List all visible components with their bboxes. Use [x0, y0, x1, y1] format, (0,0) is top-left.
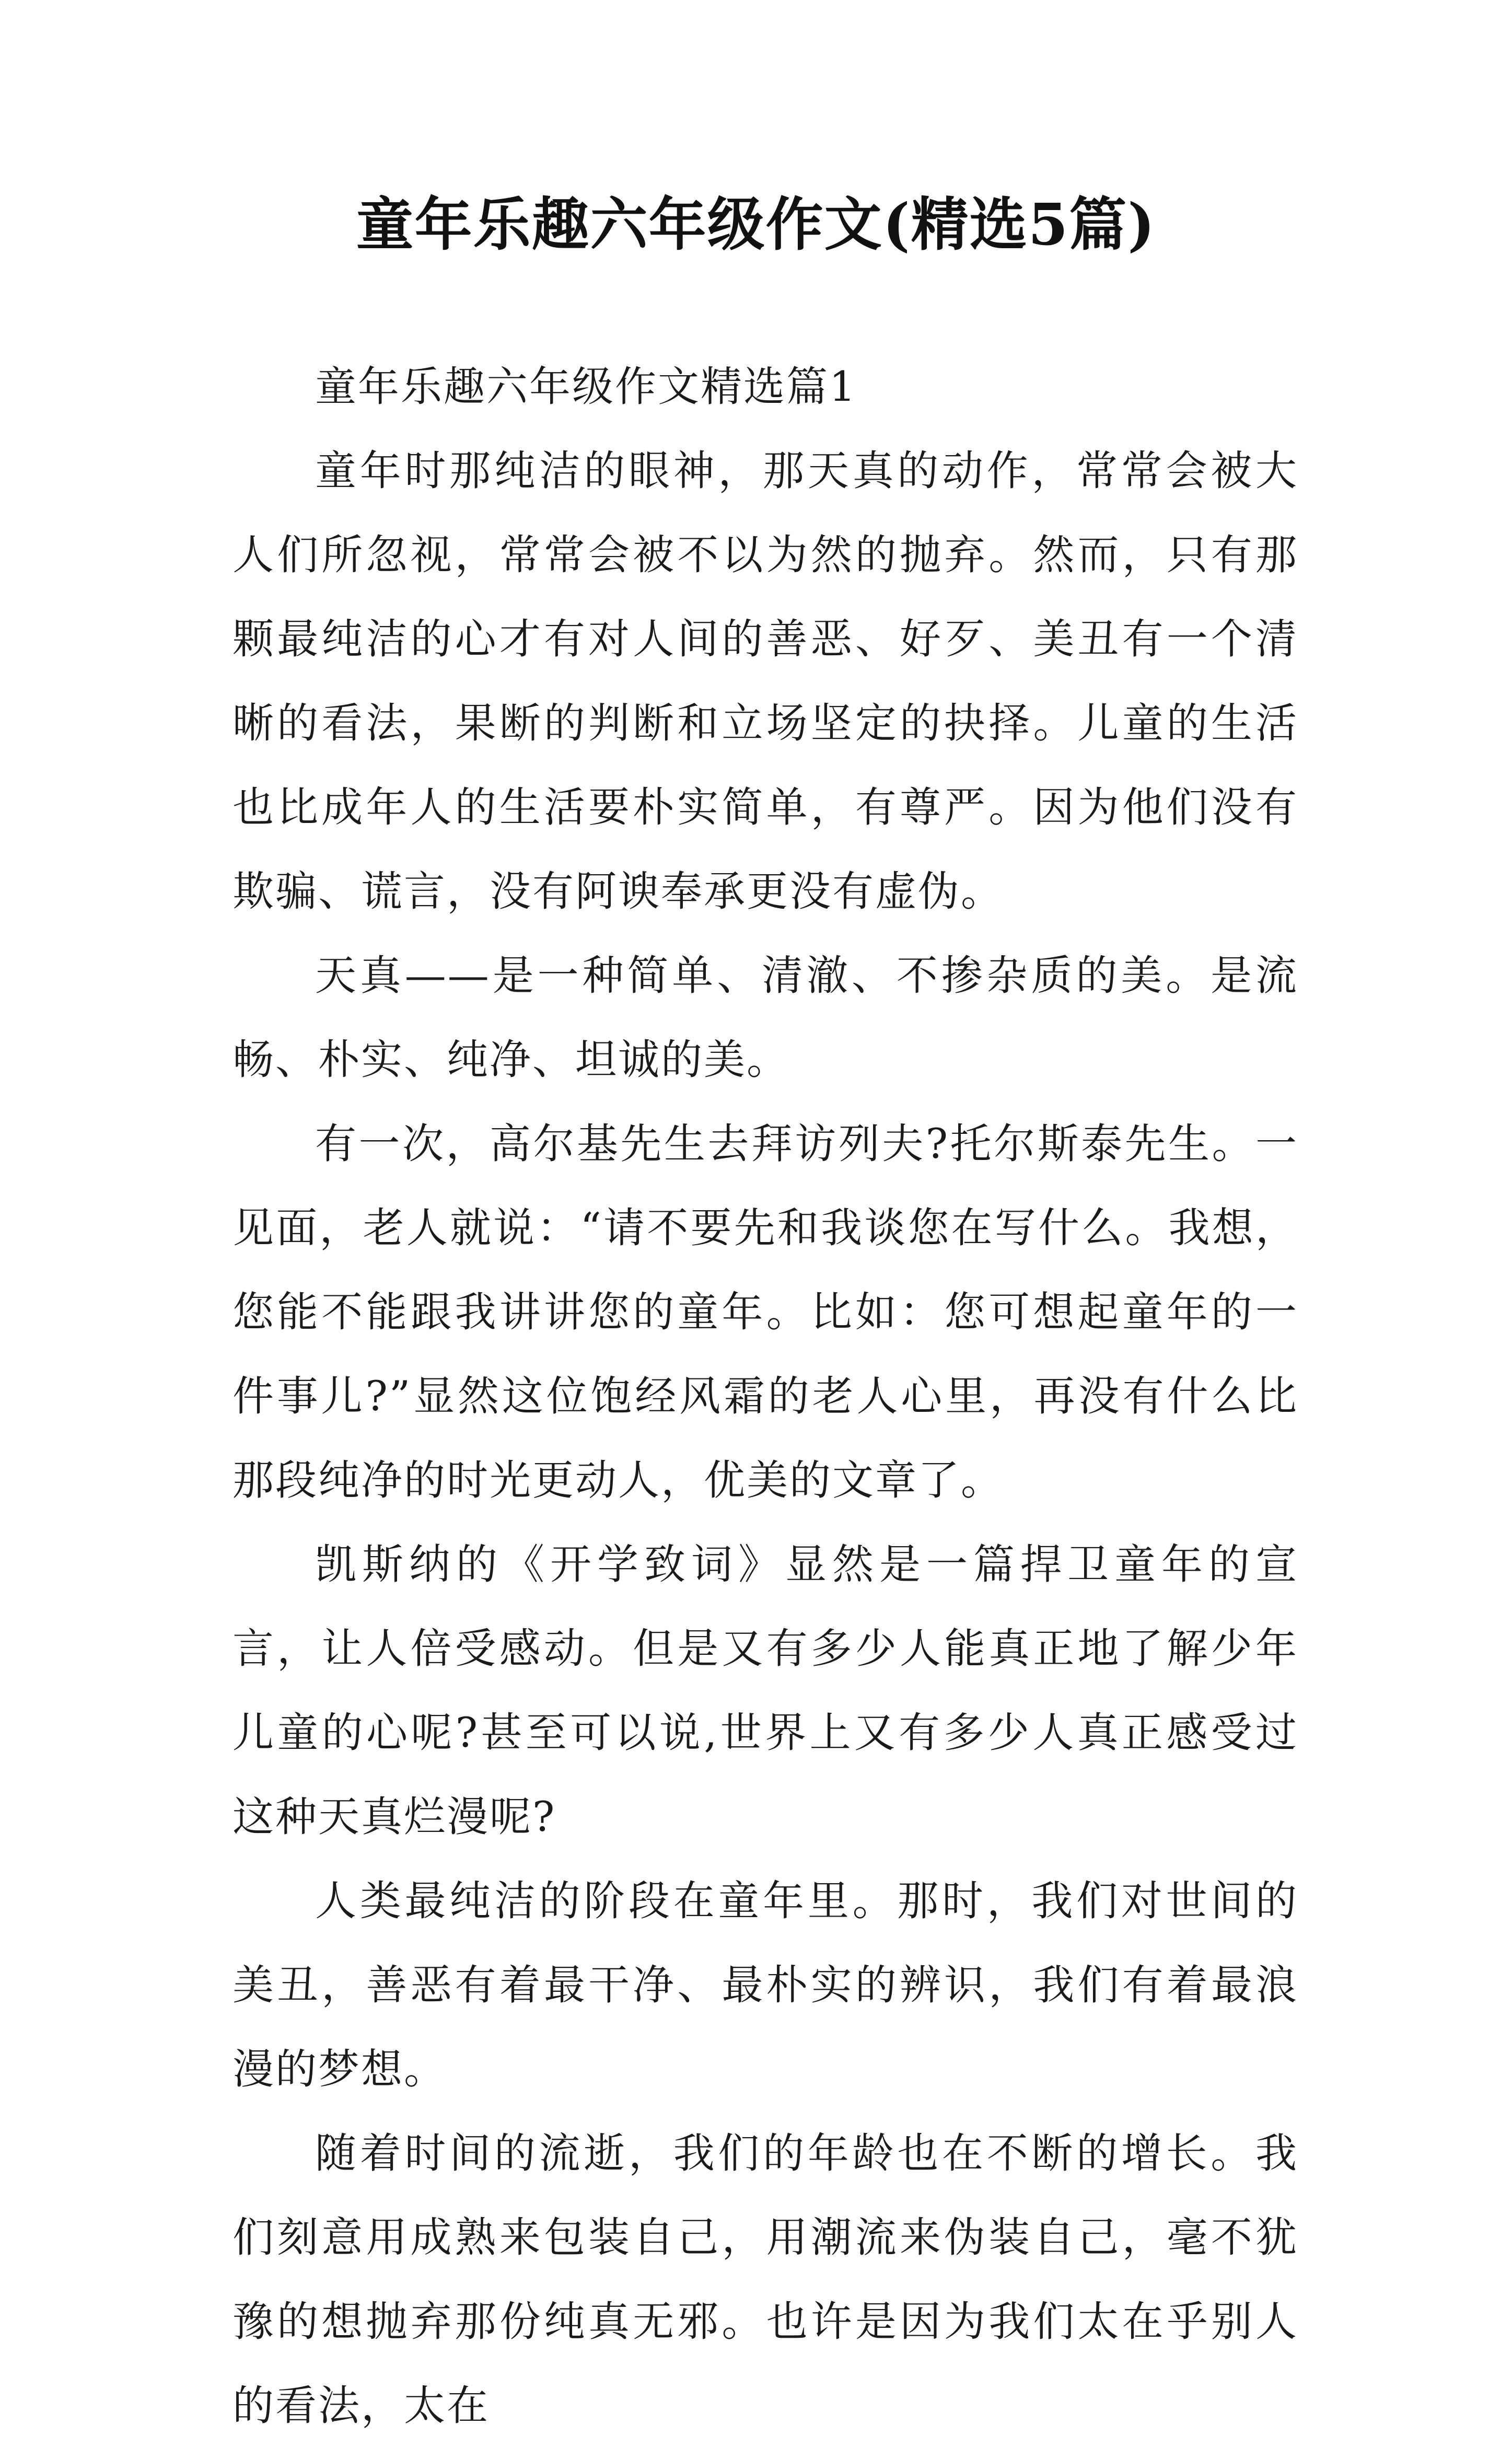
document-title: 童年乐趣六年级作文(精选5篇): [356, 191, 1156, 258]
paragraph: 凯斯纳的《开学致词》显然是一篇捍卫童年的宣言，让人倍受感动。但是又有多少人能真正地了解少年儿童的心呢?甚至可以说,世界上又有多少人真正感受过这种天真烂漫呢?: [232, 1540, 1298, 1841]
paragraph: 天真——是一种简单、清澈、不掺杂质的美。是流畅、朴实、纯净、坦诚的美。: [232, 952, 1298, 1084]
section-heading: 童年乐趣六年级作文精选篇1: [315, 363, 857, 411]
paragraph: 有一次，高尔基先生去拜访列夫?托尔斯泰先生。一见面，老人就说：“请不要先和我谈您在写什么。我想，您能不能跟我讲讲您的童年。比如：您可想起童年的一件事儿?”显然这位饱经风霜的老人心里，再没有什么比那段纯净的时光更动人，优美的文章了。: [232, 1120, 1298, 1504]
paragraph: 童年时那纯洁的眼神，那天真的动作，常常会被大人们所忽视，常常会被不以为然的抛弃。然而，只有那颗最纯洁的心才有对人间的善恶、好歹、美丑有一个清晰的看法，果断的判断和立场坚定的抉择。儿童的生活也比成年人的生活要朴实简单，有尊严。因为他们没有欺骗、谎言，没有阿谀奉承更没有虚伪。: [232, 447, 1298, 915]
paragraph: 随着时间的流逝，我们的年龄也在不断的增长。我们刻意用成熟来包装自己，用潮流来伪装自己，毫不犹豫的想抛弃那份纯真无邪。也许是因为我们太在乎别人的看法，太在: [232, 2129, 1298, 2430]
paragraph: 人类最纯洁的阶段在童年里。那时，我们对世间的美丑，善恶有着最干净、最朴实的辨识，我们有着最浪漫的梦想。: [232, 1877, 1298, 2093]
document-body: [232, 345, 1298, 2448]
